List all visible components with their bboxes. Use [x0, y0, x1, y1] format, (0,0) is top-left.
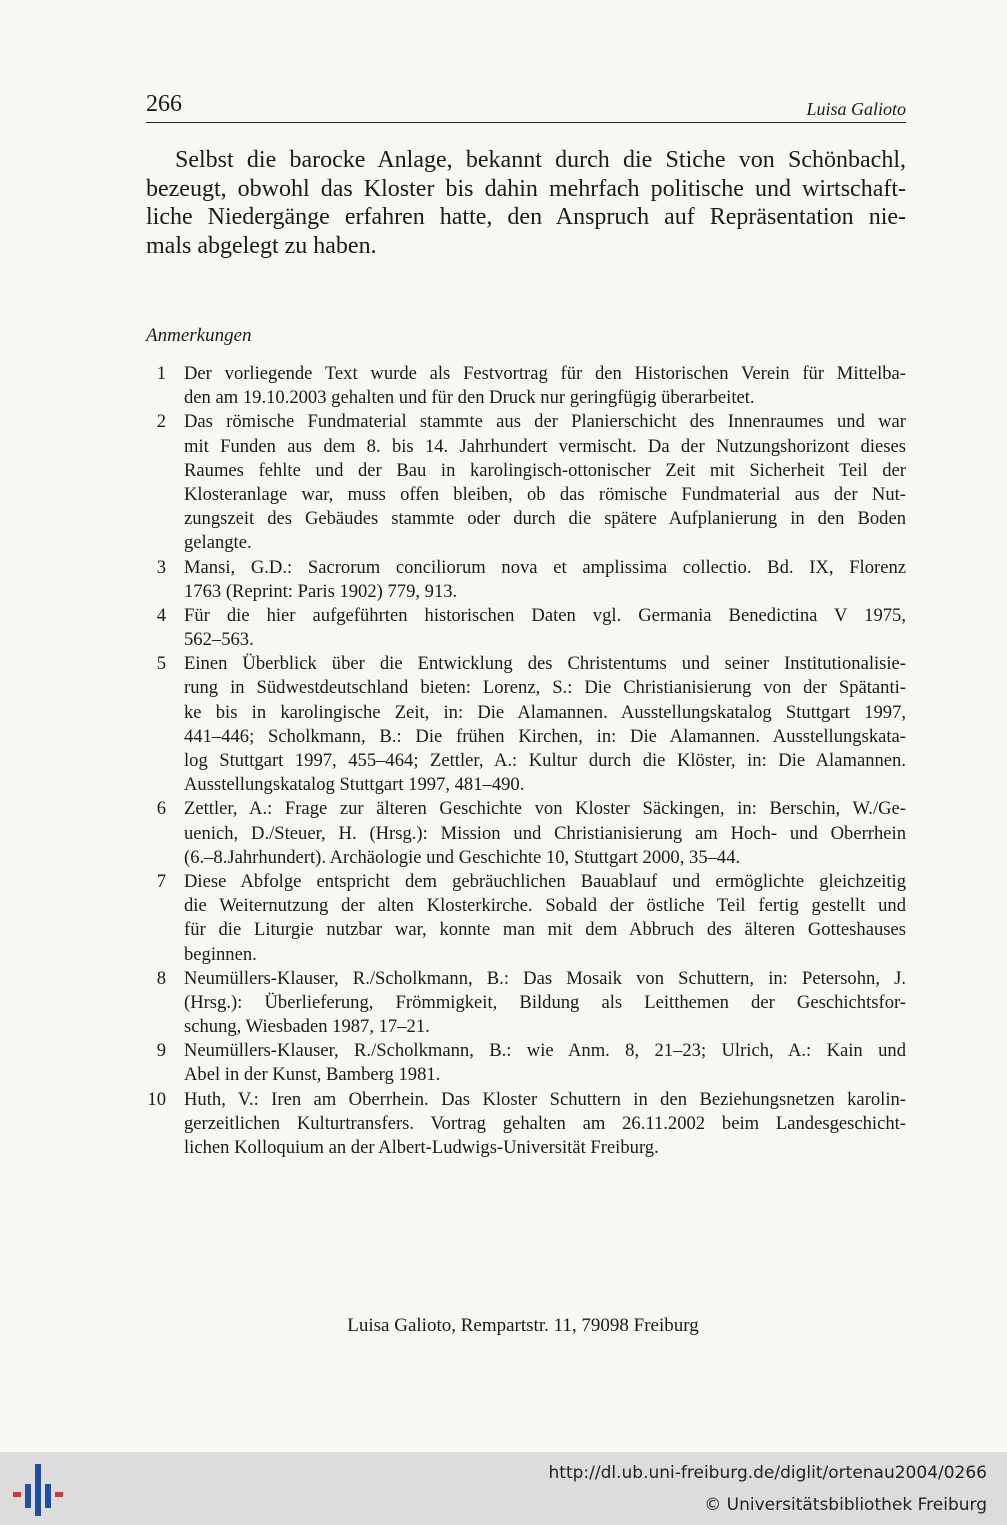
footnote-line: für die Liturgie nutzbar war, konnte man mit dem Abbruch des älteren Gotteshauses: [184, 919, 906, 941]
footnote-line: 562–563.: [184, 629, 254, 651]
footer-url-link[interactable]: http://dl.ub.uni-freiburg.de/diglit/ortenau2004/0266: [548, 1463, 987, 1483]
footnote-line: beginnen.: [184, 943, 257, 965]
footnote-line: Neumüllers-Klauser, R./Scholkmann, B.: wie Anm. 8, 21–23; Ulrich, A.: Kain und: [184, 1040, 906, 1062]
footnote-item: [146, 870, 906, 967]
footnote-number: 6: [156, 798, 166, 820]
ub-freiburg-logo-icon: [10, 1462, 68, 1518]
footnote-number: 4: [156, 604, 166, 626]
footnote-number: 9: [156, 1040, 166, 1062]
footnote-line: Raumes fehlte und der Bau in karolingisch-ottonischer Zeit mit Sicherheit Teil der: [184, 459, 906, 481]
footnote-line: Huth, V.: Iren am Oberrhein. Das Kloster Schuttern in den Beziehungsnetzen karolin-: [184, 1088, 906, 1110]
footnote-item: [146, 410, 906, 555]
footnote-line: Mansi, G.D.: Sacrorum conciliorum nova et amplissima collectio. Bd. IX, Florenz: [184, 556, 906, 578]
footnote-line: uenich, D./Steuer, H. (Hrsg.): Mission und Christianisierung am Hoch- und Oberrhein: [184, 822, 906, 844]
footnote-line: Ausstellungskatalog Stuttgart 1997, 481–490.: [184, 774, 525, 796]
footnote-number: 10: [147, 1088, 166, 1110]
footnote-line: 441–446; Scholkmann, B.: Die frühen Kirchen, in: Die Alamannen. Ausstellungskata-: [184, 725, 906, 747]
notes-heading: Anmerkungen: [146, 325, 252, 346]
footnote-line: Der vorliegende Text wurde als Festvortrag für den Historischen Verein für Mittelba-: [184, 363, 906, 384]
footnote-item: [146, 556, 906, 604]
footnote-number: 7: [156, 870, 166, 892]
footnote-line: Diese Abfolge entspricht dem gebräuchlichen Bauablauf und ermöglichte gleichzeitig: [184, 870, 906, 892]
notes-list: [146, 362, 906, 1160]
running-head: Luisa Galioto: [806, 99, 906, 119]
intro-line: bezeugt, obwohl das Kloster bis dahin mehrfach politische und wirtschaft-: [146, 175, 906, 202]
footnote-line: den am 19.10.2003 gehalten und für den Druck nur geringfügig überarbeitet.: [184, 387, 755, 409]
footnote-line: schung, Wiesbaden 1987, 17–21.: [184, 1016, 430, 1038]
footnote-line: Neumüllers-Klauser, R./Scholkmann, B.: Das Mosaik von Schuttern, in: Petersohn, J.: [184, 967, 906, 989]
footnote-item: [146, 652, 906, 797]
intro-line: Selbst die barocke Anlage, bekannt durch die Stiche von Schönbachl,: [175, 147, 906, 173]
footnote-item: [146, 1088, 906, 1161]
footer-copyright: © Universitätsbibliothek Freiburg: [704, 1495, 987, 1515]
footnote-number: 3: [156, 556, 166, 578]
intro-line: mals abgelegt zu haben.: [146, 233, 377, 260]
page-header: [146, 90, 906, 123]
footnote-line: log Stuttgart 1997, 455–464; Zettler, A.: Kultur durch die Klöster, in: Die Alamannen.: [184, 750, 906, 771]
author-address: Luisa Galioto, Rempartstr. 11, 79098 Freiburg: [347, 1315, 699, 1336]
footnote-number: 8: [156, 967, 166, 989]
footnote-line: Einen Überblick über die Entwicklung des Christentums und seiner Institutionalisie-: [184, 653, 906, 675]
footnote-line: gelangte.: [184, 532, 252, 554]
page-number: 266: [146, 91, 182, 117]
footnote-line: ke bis in karolingische Zeit, in: Die Alamannen. Ausstellungskatalog Stuttgart 1997,: [184, 701, 906, 723]
footnote-number: 1: [156, 363, 166, 384]
footnote-line: Das römische Fundmaterial stammte aus der Planierschicht des Innenraumes und war: [184, 411, 906, 433]
footnote-line: lichen Kolloquium an der Albert-Ludwigs-Universität Freiburg.: [184, 1137, 659, 1158]
footnote-line: (6.–8.Jahrhundert). Archäologie und Geschichte 10, Stuttgart 2000, 35–44.: [184, 846, 741, 868]
footnote-line: 1763 (Reprint: Paris 1902) 779, 913.: [184, 580, 458, 602]
footnote-line: Für die hier aufgeführten historischen Daten vgl. Germania Benedictina V 1975,: [184, 604, 906, 626]
footnote-line: Zettler, A.: Frage zur älteren Geschichte von Kloster Säckingen, in: Berschin, W./Ge-: [184, 798, 906, 820]
footnote-line: zungszeit des Gebäudes stammte oder durch die spätere Aufplanierung in den Boden: [184, 508, 906, 530]
footnote-item: [146, 1039, 906, 1087]
footer-bar: [0, 1452, 1007, 1525]
footnote-line: mit Funden aus dem 8. bis 14. Jahrhundert vermischt. Da der Nutzungshorizont dieses: [184, 435, 906, 457]
footnote-line: die Weiternutzung der alten Klosterkirche. Sobald der östliche Teil fertig gestellt und: [184, 895, 906, 917]
footnote-line: Abel in der Kunst, Bamberg 1981.: [184, 1064, 441, 1086]
footnote-item: [146, 362, 906, 410]
footnote-line: rung in Südwestdeutschland bieten: Lorenz, S.: Die Christianisierung von der Spätanti-: [184, 677, 906, 699]
footnote-line: Klosteranlage war, muss offen bleiben, ob das römische Fundmaterial aus der Nut-: [184, 483, 906, 505]
footnote-item: [146, 604, 906, 652]
intro-line: liche Niedergänge erfahren hatte, den Anspruch auf Repräsentation nie-: [146, 204, 906, 231]
footnote-number: 2: [156, 411, 166, 433]
footnote-line: gerzeitlichen Kulturtransfers. Vortrag gehalten am 26.11.2002 beim Landesgeschicht-: [184, 1112, 906, 1134]
intro-paragraph: [146, 146, 906, 261]
footnote-item: [146, 797, 906, 870]
footnote-line: (Hrsg.): Überlieferung, Frömmigkeit, Bildung als Leitthemen der Geschichtsfor-: [184, 991, 906, 1013]
footnote-item: [146, 967, 906, 1040]
footnote-number: 5: [156, 653, 166, 675]
